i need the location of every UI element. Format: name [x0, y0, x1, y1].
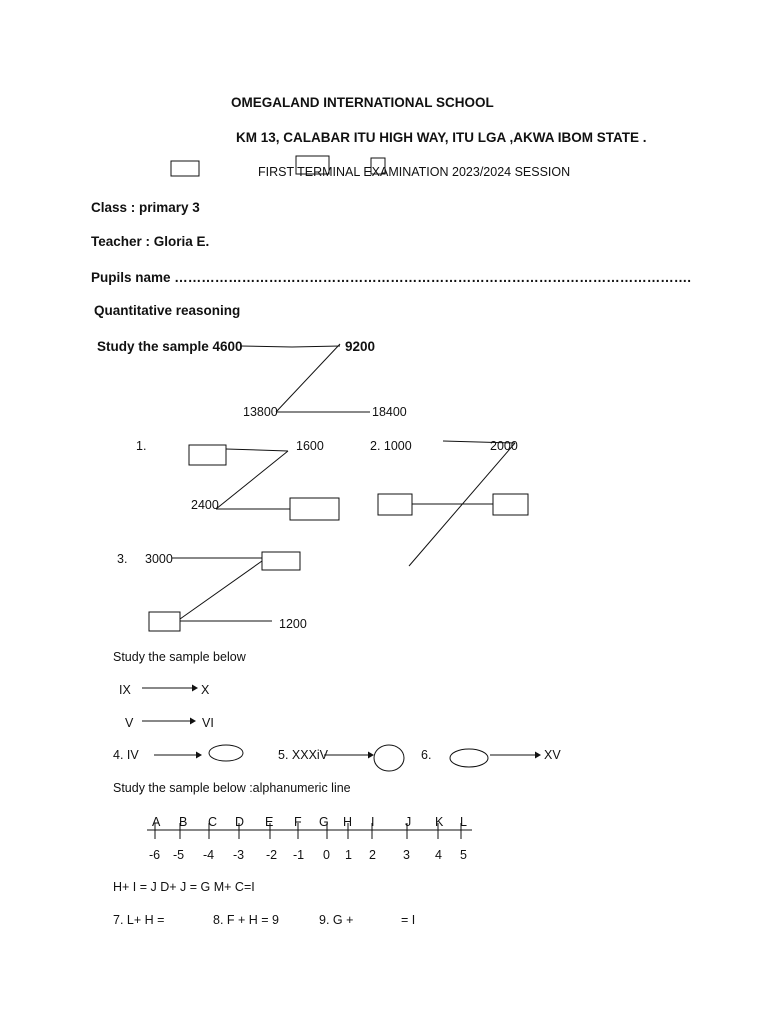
number-1: 1	[345, 848, 352, 862]
letter-i: I	[371, 815, 375, 829]
number-5: 5	[460, 848, 467, 862]
arrow-q4	[154, 752, 202, 759]
q4-label: 4. IV	[113, 748, 139, 762]
sample-top-line	[240, 346, 292, 347]
sample-top-right: 9200	[345, 339, 376, 354]
arrow-ix-x	[142, 685, 198, 692]
letter-j: J	[405, 815, 412, 829]
q4-answer-oval	[209, 745, 243, 761]
q6-to: XV	[544, 748, 561, 762]
number-4: 4	[435, 848, 442, 862]
arrow-q6	[490, 752, 541, 759]
q3-answer-box-top	[262, 552, 300, 570]
number-minus-2: -2	[266, 848, 278, 862]
roman-intro: Study the sample below	[113, 650, 246, 664]
q3-bottom-right: 1200	[279, 617, 307, 631]
q5-answer-oval	[374, 745, 404, 771]
school-name: OMEGALAND INTERNATIONAL SCHOOL	[231, 95, 494, 110]
letter-f: F	[294, 815, 302, 829]
q1-answer-box-top	[189, 445, 226, 465]
q5-label: 5. XXXiV	[278, 748, 329, 762]
roman-ex1-to: X	[201, 683, 210, 697]
q3-answer-box-bottom	[149, 612, 180, 631]
q9-label: 9. G +	[319, 913, 354, 927]
number-line	[147, 823, 472, 839]
q2-answer-box-right	[493, 494, 528, 515]
teacher-label: Teacher : Gloria E.	[91, 234, 210, 249]
letter-k: K	[435, 815, 444, 829]
number-3: 3	[403, 848, 410, 862]
letter-b: B	[179, 815, 188, 829]
number-minus-4: -4	[203, 848, 215, 862]
q1-answer-box-bottom	[290, 498, 339, 520]
letter-c: C	[208, 815, 218, 829]
letter-g: G	[319, 815, 329, 829]
q9-label-end: = I	[401, 913, 416, 927]
number-minus-3: -3	[233, 848, 245, 862]
pupil-name-line: Pupils name …………………………………………………………………………………………………….	[91, 270, 692, 285]
letter-d: D	[235, 815, 245, 829]
sample-label: Study the sample 4600	[97, 339, 243, 354]
q1-top-right: 1600	[296, 439, 324, 453]
sample-bottom-left: 13800	[243, 405, 278, 419]
roman-ex2-to: VI	[202, 716, 214, 730]
number-minus-6: -6	[149, 848, 161, 862]
q3-top-left: 3000	[145, 552, 173, 566]
roman-ex1-from: IX	[119, 683, 131, 697]
q2-top-right: 2000	[490, 439, 518, 453]
q1-diagonal	[216, 451, 288, 509]
header-box-1	[171, 161, 199, 176]
alpha-intro: Study the sample below :alphanumeric line	[113, 781, 351, 795]
arrow-q5	[324, 752, 374, 759]
arrow-v-vi	[142, 718, 196, 725]
number-minus-5: -5	[173, 848, 185, 862]
letter-a: A	[152, 815, 161, 829]
number-0: 0	[323, 848, 330, 862]
roman-ex2-from: V	[125, 716, 134, 730]
number-minus-1: -1	[293, 848, 305, 862]
letter-l: L	[460, 815, 467, 829]
q6-answer-oval	[450, 749, 488, 767]
q8-label: 8. F + H = 9	[213, 913, 280, 927]
sample-bottom-right: 18400	[372, 405, 407, 419]
q6-label: 6.	[421, 748, 432, 762]
q3-diagonal	[180, 561, 262, 619]
q2-answer-box-left	[378, 494, 412, 515]
number-2: 2	[369, 848, 376, 862]
class-label: Class : primary 3	[91, 200, 200, 215]
sample-diagonal	[276, 344, 340, 412]
exam-title: FIRST TERMINAL EXAMINATION 2023/2024 SESSION	[258, 165, 571, 179]
q1-number: 1.	[136, 439, 147, 453]
q1-top-line	[226, 449, 288, 451]
school-address: KM 13, CALABAR ITU HIGH WAY, ITU LGA ,AKWA IBOM STATE .	[236, 130, 647, 145]
q3-number: 3.	[117, 552, 128, 566]
q1-bottom-left: 2400	[191, 498, 219, 512]
alpha-rules: H+ I = J D+ J = G M+ C=I	[113, 880, 255, 894]
letter-h: H	[343, 815, 353, 829]
q2-number: 2. 1000	[370, 439, 412, 453]
q7-label: 7. L+ H =	[113, 913, 165, 927]
letter-e: E	[265, 815, 274, 829]
section-title: Quantitative reasoning	[94, 303, 241, 318]
sample-top-line-2	[292, 346, 340, 347]
